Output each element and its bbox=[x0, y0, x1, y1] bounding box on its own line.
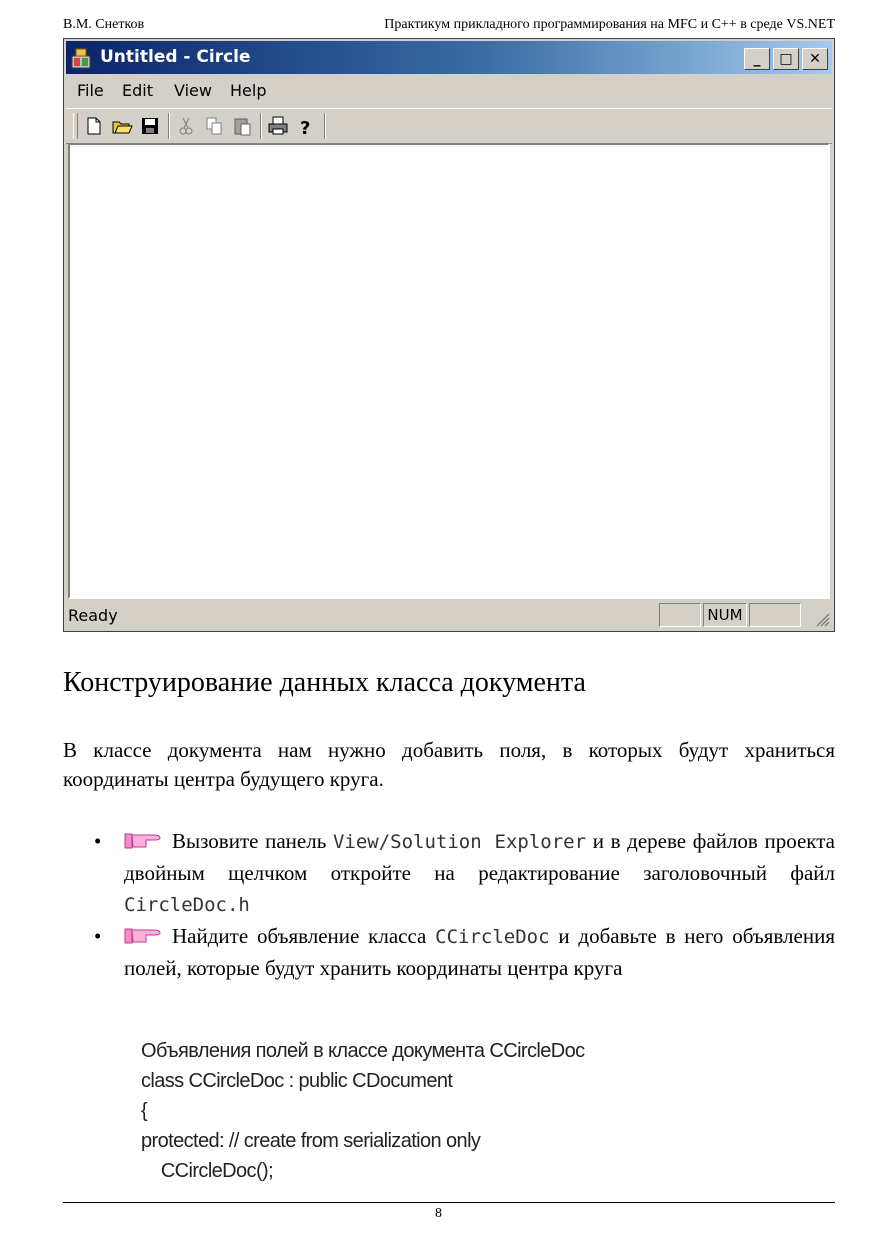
cut-icon[interactable] bbox=[174, 113, 198, 139]
bullet-icon: • bbox=[94, 829, 102, 853]
header-author: В.М. Снетков bbox=[63, 17, 145, 32]
app-window-screenshot bbox=[63, 38, 835, 632]
pointing-hand-icon bbox=[124, 923, 164, 945]
code-line: { bbox=[141, 1100, 148, 1122]
menu-help[interactable]: Help bbox=[230, 81, 267, 100]
pointing-hand-icon bbox=[124, 828, 164, 850]
code-caption: Объявления полей в классе документа CCircleDoc bbox=[141, 1040, 585, 1062]
minimize-button[interactable]: _ bbox=[744, 48, 770, 70]
inline-code: View/Solution Explorer bbox=[332, 831, 587, 853]
status-text: Ready bbox=[68, 606, 118, 625]
menu-view[interactable]: View bbox=[174, 81, 212, 100]
resize-grip-icon[interactable] bbox=[814, 611, 830, 627]
page-number: 8 bbox=[435, 1206, 442, 1221]
help-icon[interactable] bbox=[294, 113, 318, 139]
menu-file[interactable]: File bbox=[77, 81, 104, 100]
window-title: Untitled - Circle bbox=[100, 47, 251, 67]
toolbar-separator bbox=[168, 113, 170, 139]
toolbar-grip[interactable] bbox=[73, 113, 78, 139]
status-pane-num: NUM bbox=[703, 603, 747, 627]
instruction-list bbox=[63, 826, 835, 984]
new-file-icon[interactable] bbox=[82, 113, 106, 139]
menu-bar bbox=[66, 76, 832, 106]
title-bar[interactable] bbox=[66, 41, 832, 74]
header-title: Практикум прикладного программирования на MFC и C++ в среде VS.NET bbox=[384, 17, 835, 32]
app-icon bbox=[70, 47, 92, 69]
intro-paragraph: В классе документа нам нужно добавить поля, в которых будут храниться координаты центра будущего круга. bbox=[63, 738, 835, 791]
close-button[interactable]: ✕ bbox=[802, 48, 828, 70]
code-listing bbox=[141, 1036, 585, 1186]
paste-icon[interactable] bbox=[230, 113, 254, 139]
section-heading: Конструирование данных класса документа bbox=[63, 667, 586, 698]
maximize-button[interactable]: □ bbox=[773, 48, 799, 70]
print-icon[interactable] bbox=[266, 113, 290, 139]
code-line: protected: // create from serialization only bbox=[141, 1130, 481, 1152]
toolbar bbox=[66, 108, 832, 144]
code-line: class CCircleDoc : public CDocument bbox=[141, 1070, 453, 1092]
toolbar-separator bbox=[324, 113, 326, 139]
inline-code: CircleDoc.h bbox=[124, 894, 250, 916]
inline-code: CCircleDoc bbox=[435, 926, 550, 948]
copy-icon[interactable] bbox=[202, 113, 226, 139]
open-folder-icon[interactable] bbox=[110, 113, 134, 139]
status-bar bbox=[66, 601, 832, 629]
save-disk-icon[interactable] bbox=[138, 113, 162, 139]
footer-divider bbox=[63, 1202, 835, 1203]
list-item: • Найдите объявление класса CCircleDoc и добавьте в него объявления полей, которые будут хранить координаты центра круга bbox=[63, 921, 835, 984]
bullet-icon: • bbox=[94, 924, 102, 948]
svg-text:?: ? bbox=[300, 118, 311, 139]
document-view-area[interactable] bbox=[68, 143, 830, 599]
status-pane-caps bbox=[659, 603, 701, 627]
list-item: • Вызовите панель View/Solution Explorer и в дереве файлов проекта двойным щелчком откройте на редактирование заголовочный файл CircleDoc.h bbox=[63, 826, 835, 921]
menu-edit[interactable]: Edit bbox=[122, 81, 153, 100]
toolbar-separator bbox=[260, 113, 262, 139]
code-line: CCircleDoc(); bbox=[141, 1160, 274, 1182]
status-pane-scroll bbox=[749, 603, 801, 627]
